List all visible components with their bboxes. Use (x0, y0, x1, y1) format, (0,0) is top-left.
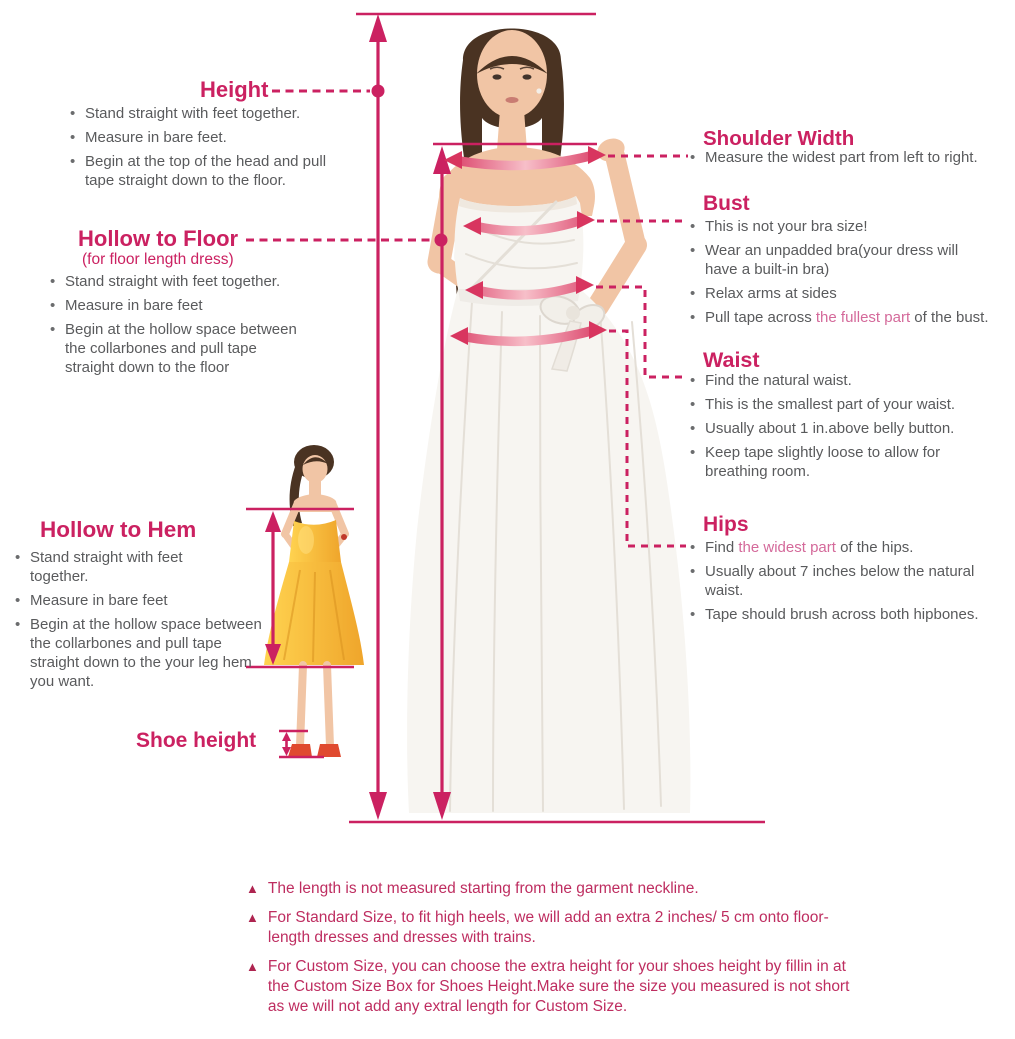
bullet-highlight: the widest part (738, 539, 836, 556)
list-item: • Measure in bare feet (13, 591, 265, 610)
list-item: • Usually about 7 inches below the natural waist. (688, 562, 1002, 600)
bullet-text: of the hips. (835, 539, 914, 556)
warning-triangle-icon: ▲ (246, 910, 259, 925)
shoulder-width-section-bullets (688, 148, 1015, 172)
note-row (246, 957, 858, 1017)
shoulder-width-section-title: Shoulder Width (703, 127, 855, 150)
bust-section-bullets (688, 217, 990, 332)
list-item: • Stand straight with feet together. (13, 548, 215, 586)
model-figure-yellow-dress (264, 445, 364, 757)
shoulder-width-tape-arrow (460, 156, 590, 165)
bullet-text: Pull tape across (705, 309, 816, 326)
list-item: • Find the natural waist. (688, 371, 990, 390)
list-item: • Begin at the hollow space between the collarbones and pull tape straight down to the floor (48, 320, 306, 377)
hollow-to-floor-section-bullets (48, 272, 306, 382)
list-item: • Measure the widest part from left to right. (688, 148, 1015, 167)
hollow-to-hem-section-bullets (13, 548, 265, 696)
note-text: The length is not measured starting from the garment neckline. (267, 880, 699, 897)
hollow-to-hem-section-title: Hollow to Hem (40, 517, 197, 542)
bust-tape-arrow (479, 221, 579, 231)
model-figure-white-dress (407, 29, 690, 814)
warning-triangle-icon: ▲ (246, 959, 259, 974)
list-item: • Tape should brush across both hipbones. (688, 605, 1002, 624)
list-item: • Usually about 1 in.above belly button. (688, 419, 990, 438)
list-item: • Measure in bare feet (48, 296, 306, 315)
list-item (688, 308, 990, 327)
note-text: For Custom Size, you can choose the extra height for your shoes height by fillin in at the Custom Size Box for Shoes Height.Make sure the size you measured is not short as we will not add any extral length for Custom Size. (267, 958, 850, 1015)
waist-section-title: Waist (703, 348, 760, 372)
note-row (246, 908, 858, 948)
list-item: • Keep tape slightly loose to allow for breathing room. (688, 443, 990, 481)
hollow-to-floor-section-subtitle: (for floor length dress) (82, 251, 234, 268)
footer-notes (246, 879, 858, 1026)
list-item: • Wear an unpadded bra(your dress will have a built-in bra) (688, 241, 990, 279)
hips-section-title: Hips (703, 513, 749, 536)
bullet-text: Find (705, 539, 739, 556)
list-item: • This is not your bra size! (688, 217, 990, 236)
bullet-highlight: the fullest part (815, 309, 911, 326)
waist-tape-arrow (481, 286, 578, 295)
hips-section-bullets (688, 538, 1002, 629)
bust-section-title: Bust (703, 192, 750, 215)
list-item (688, 538, 1002, 557)
list-item: • Measure in bare feet. (68, 128, 336, 147)
note-text: For Standard Size, to fit high heels, we will add an extra 2 inches/ 5 cm onto floor-length dresses and dresses with trains. (267, 909, 829, 946)
warning-triangle-icon: ▲ (246, 881, 259, 896)
shoe-height-label: Shoe height (136, 729, 257, 752)
waist-section-bullets (688, 371, 990, 486)
list-item: • Begin at the top of the head and pull tape straight down to the floor. (68, 152, 336, 190)
height-section-title: Height (200, 77, 269, 102)
list-item: • Stand straight with feet together. (48, 272, 306, 291)
list-item: • Begin at the hollow space between the collarbones and pull tape straight down to the your leg hem you want. (13, 615, 265, 691)
list-item: • Relax arms at sides (688, 284, 990, 303)
height-section-bullets (68, 104, 336, 195)
hips-tape-arrow (466, 331, 591, 341)
bullet-text: of the bust. (910, 309, 989, 326)
note-row (246, 879, 858, 899)
hollow-to-floor-section-title: Hollow to Floor (78, 226, 239, 251)
list-item: • This is the smallest part of your waist. (688, 395, 990, 414)
list-item: • Stand straight with feet together. (68, 104, 336, 123)
